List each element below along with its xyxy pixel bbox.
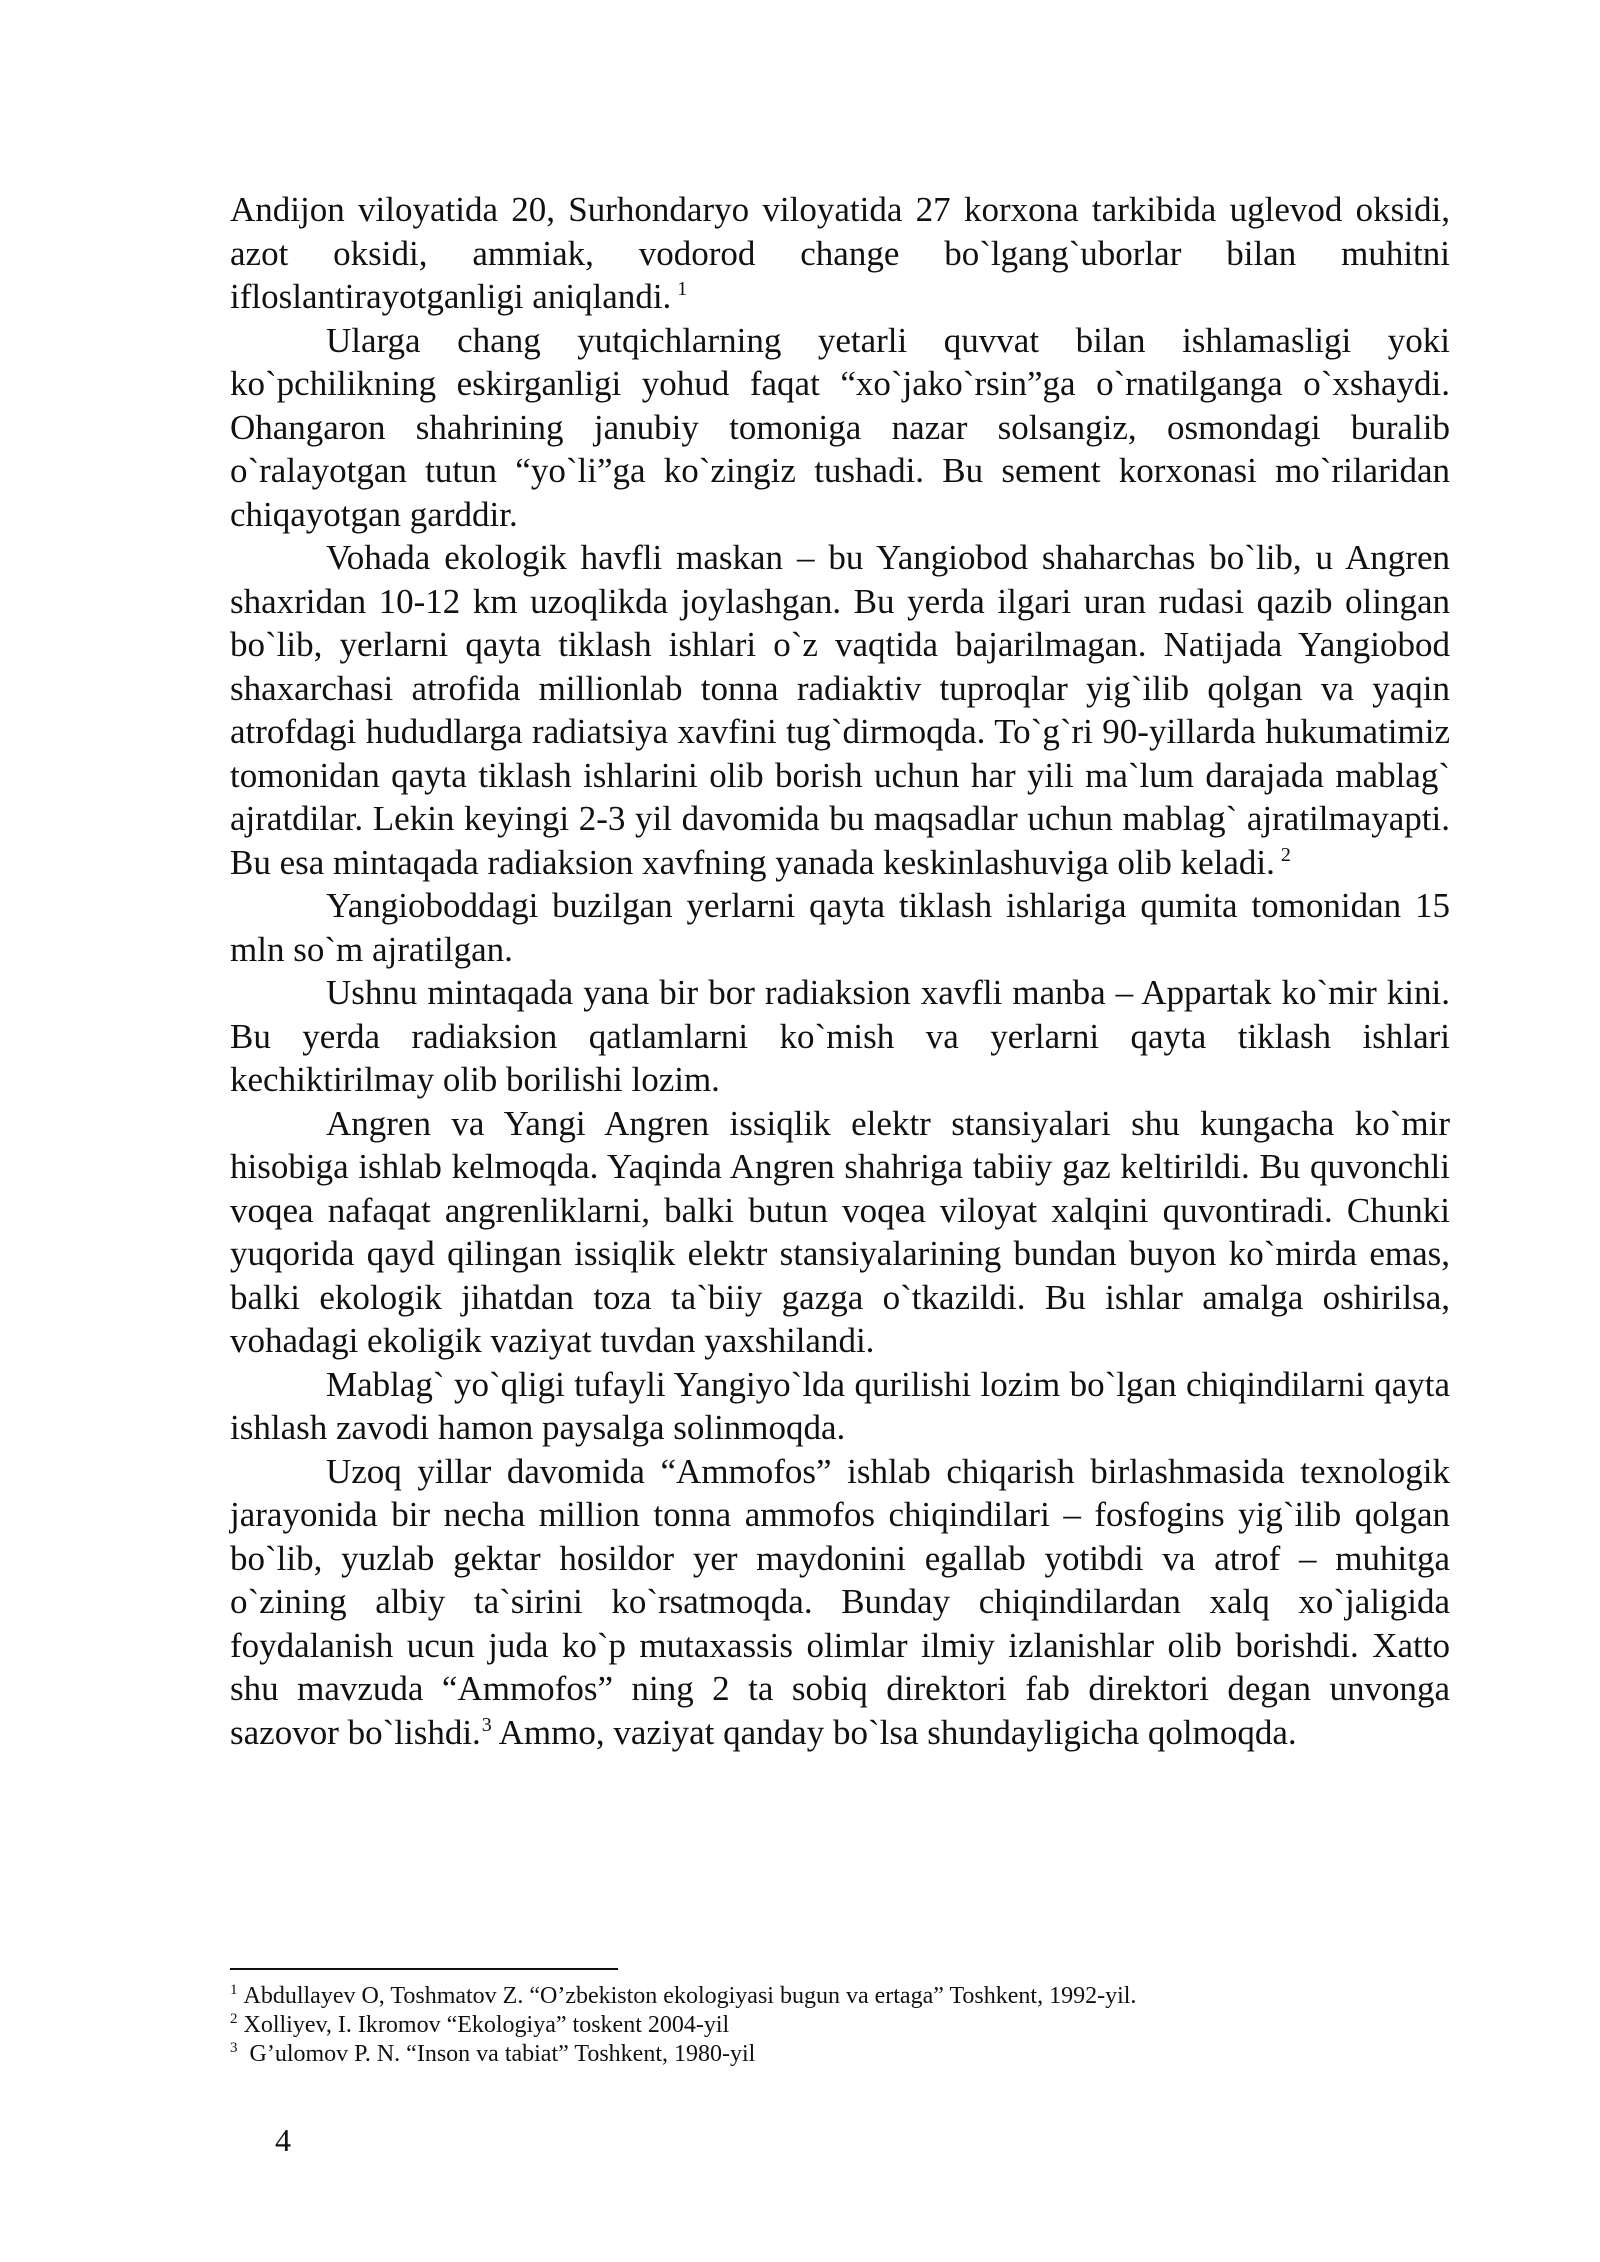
paragraph-2: Ularga chang yutqichlarning yetarli quvvat bilan ishlamasligi yoki ko`pchilikning eskirganligi yohud faqat “xo`jako`rsin”ga o`rnatilganga o`xshaydi. Ohangaron shahrining janubiy tomoniga nazar solsangiz, osmondagi buralib o`ralayotgan tutun “yo`li”ga ko`zingiz tushadi. Bu sement korxonasi mo`rilaridan chiqayotgan garddir. (230, 320, 1450, 534)
paragraph-6: Angren va Yangi Angren issiqlik elektr stansiyalari shu kungacha ko`mir hisobiga ishlab kelmoqda. Yaqinda Angren shahriga tabiiy gaz keltirildi. Bu quvonchli voqea nafaqat angrenliklarni, balki butun voqea viloyat xalqini quvontiradi. Chunki yuqorida qayd qilingan issiqlik elektr stansiyalarining bundan buyon ko`mirda emas, balki ekologik jihatdan toza ta`biiy gazga o`tkazildi. Bu ishlar amalga oshirilsa, vohadagi ekoligik vaziyat tuvdan yaxshilandi. (230, 1103, 1450, 1360)
footnote-mark-3: 3 (230, 2040, 238, 2056)
paragraph-5: Ushnu mintaqada yana bir bor radiaksion xavfli manba – Appartak ko`mir kini. Bu yerda radiaksion qatlamlarni ko`mish va yerlarni qayta tiklash ishlari kechiktirilmay olib borilishi lozim. (230, 973, 1450, 1099)
paragraph-3-text: Vohada ekologik havfli maskan – bu Yangiobod shaharchas bo`lib, u Angren shaxridan 10-12 km uzoqlikda joylashgan. Bu yerda ilgari uran rudasi qazib olingan bo`lib, yerlarni qayta tiklash ishlari o`z vaqtida bajarilmagan. Natijada Yangiobod shaxarchasi atrofida millionlab tonna radiaktiv tuproqlar yig`ilib qolgan va yaqin atrofdagi hududlarga radiatsiya xavfini tug`dirmoqda. To`g`ri 90-yillarda hukumatimiz tomonidan qayta tiklash ishlarini olib borish uchun har yili ma`lum darajada mablag` ajratdilar. Lekin keyingi 2-3 yil davomida bu maqsadlar uchun mablag` ajratilmayapti. Bu esa mintaqada radiaksion xavfning yanada keskinlashuviga olib keladi. (230, 538, 1450, 882)
paragraph-8-text: Uzoq yillar davomida “Ammofos” ishlab chiqarish birlashmasida texnologik jarayonida bir necha million tonna ammofos chiqindilari – fosfogins yig`ilib qolgan bo`lib, yuzlab gektar hosildor yer maydonini egallab yotibdi va atrof – muhitga o`zining albiy ta`sirini ko`rsatmoqda. Bunday chiqindilardan xalq xo`jaligida foydalanish ucun juda ko`p mutaxassis olimlar ilmiy izlanishlar olib borishdi. Xatto shu mavzuda “Ammofos” ning 2 ta sobiq direktori fab direktori degan unvonga sazovor bo`lishdi. (230, 1451, 1450, 1752)
footnote-mark-1: 1 (230, 1982, 238, 1998)
footnote-ref-3[interactable]: 3 (481, 1713, 492, 1736)
footnote-text-1: Abdullayev O, Toshmatov Z. “O’zbekiston ekologiyasi bugun va ertaga” Toshkent, 1992-yil. (243, 1983, 1137, 2009)
footnote-2 (230, 2011, 1450, 2040)
paragraph-8-text-after: Ammo, vaziyat qanday bo`lsa shundayligicha qolmoqda. (491, 1712, 1297, 1752)
footnote-mark-2: 2 (230, 2011, 238, 2027)
paragraph-7: Mablag` yo`qligi tufayli Yangiyo`lda qurilishi lozim bo`lgan chiqindilarni qayta ishlash zavodi hamon paysalga solinmoqda. (230, 1364, 1450, 1447)
main-text (230, 188, 1450, 1754)
footnote-separator (230, 1968, 618, 1970)
footnote-ref-1[interactable]: 1 (677, 278, 688, 301)
paragraph-3 (230, 536, 1450, 884)
paragraph-8 (230, 1450, 1450, 1755)
page-body (230, 188, 1450, 1754)
footnote-ref-2[interactable]: 2 (1280, 843, 1291, 866)
page-number: 4 (275, 2122, 291, 2158)
footnote-text-2: Xolliyev, I. Ikromov “Ekologiya” toskent 2004-yil (243, 2012, 730, 2038)
footnote-3 (230, 2040, 1450, 2069)
paragraph-1-text: Andijon viloyatida 20, Surhondaryo viloyatida 27 korxona tarkibida uglevod oksidi, azot oksidi, ammiak, vodorod change bo`lgang`uborlar bilan muhitni ifloslantirayotganligi aniqlandi. (230, 190, 1450, 316)
footnote-1 (230, 1982, 1450, 2011)
paragraph-1 (230, 188, 1450, 319)
footnote-text-3: G’ulomov P. N. “Inson va tabiat” Toshkent, 1980-yil (243, 2041, 756, 2067)
footnotes (230, 1968, 1450, 2069)
paragraph-4: Yangioboddagi buzilgan yerlarni qayta tiklash ishlariga qumita tomonidan 15 mln so`m ajratilgan. (230, 886, 1450, 969)
